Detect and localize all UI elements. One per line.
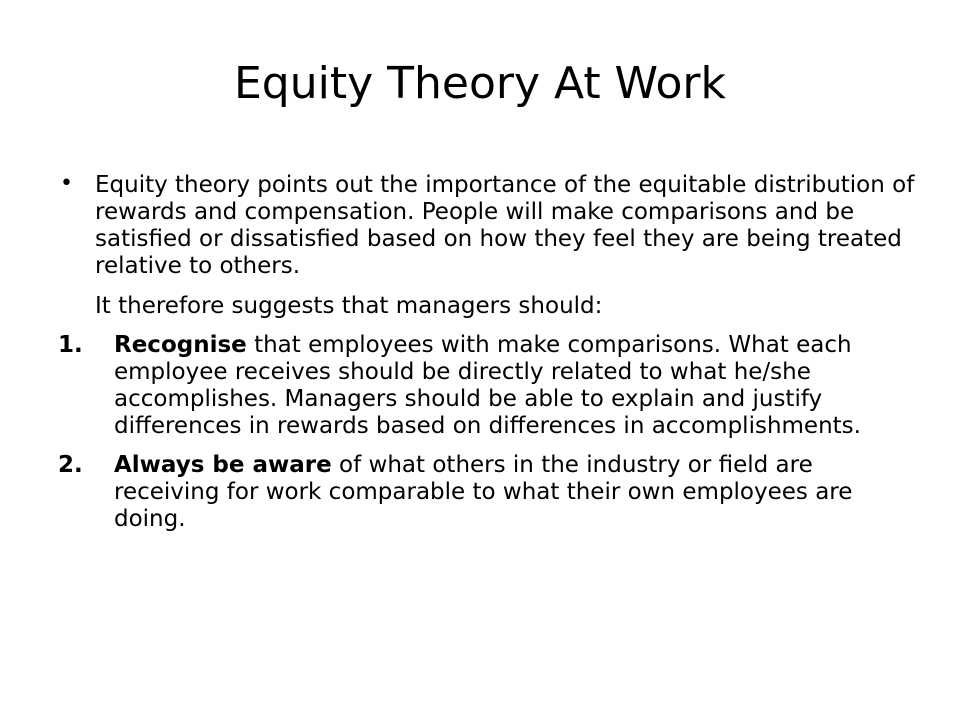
intro-line: It therefore suggests that managers should: xyxy=(95,292,603,319)
list-emphasis-1: Recognise xyxy=(114,331,247,358)
list-item-2 xyxy=(58,452,918,533)
bullet-icon: • xyxy=(60,171,73,196)
list-item-1 xyxy=(58,332,918,441)
bullet-text: Equity theory points out the importance of the equitable distribution of rewards and compensation. People will make comparisons and be satisfied or dissatisfied based on how they feel they are being treated relative to others. xyxy=(95,172,915,280)
slide-content xyxy=(58,172,918,546)
bullet-paragraph xyxy=(58,172,918,281)
list-number-2: 2. xyxy=(58,452,83,479)
list-text-1: that employees with make comparisons. What each employee receives should be directly related to what he/she accomplishes. Managers should be able to explain and justify differences in rewards based on differences in accomplishments. xyxy=(114,331,861,439)
list-text-2: of what others in the industry or field are receiving for work comparable to what their own employees are doing. xyxy=(114,452,853,533)
list-number-1: 1. xyxy=(58,331,83,358)
numbered-list xyxy=(58,332,918,534)
list-emphasis-2: Always be aware xyxy=(114,452,332,479)
slide-title: Equity Theory At Work xyxy=(234,58,726,109)
